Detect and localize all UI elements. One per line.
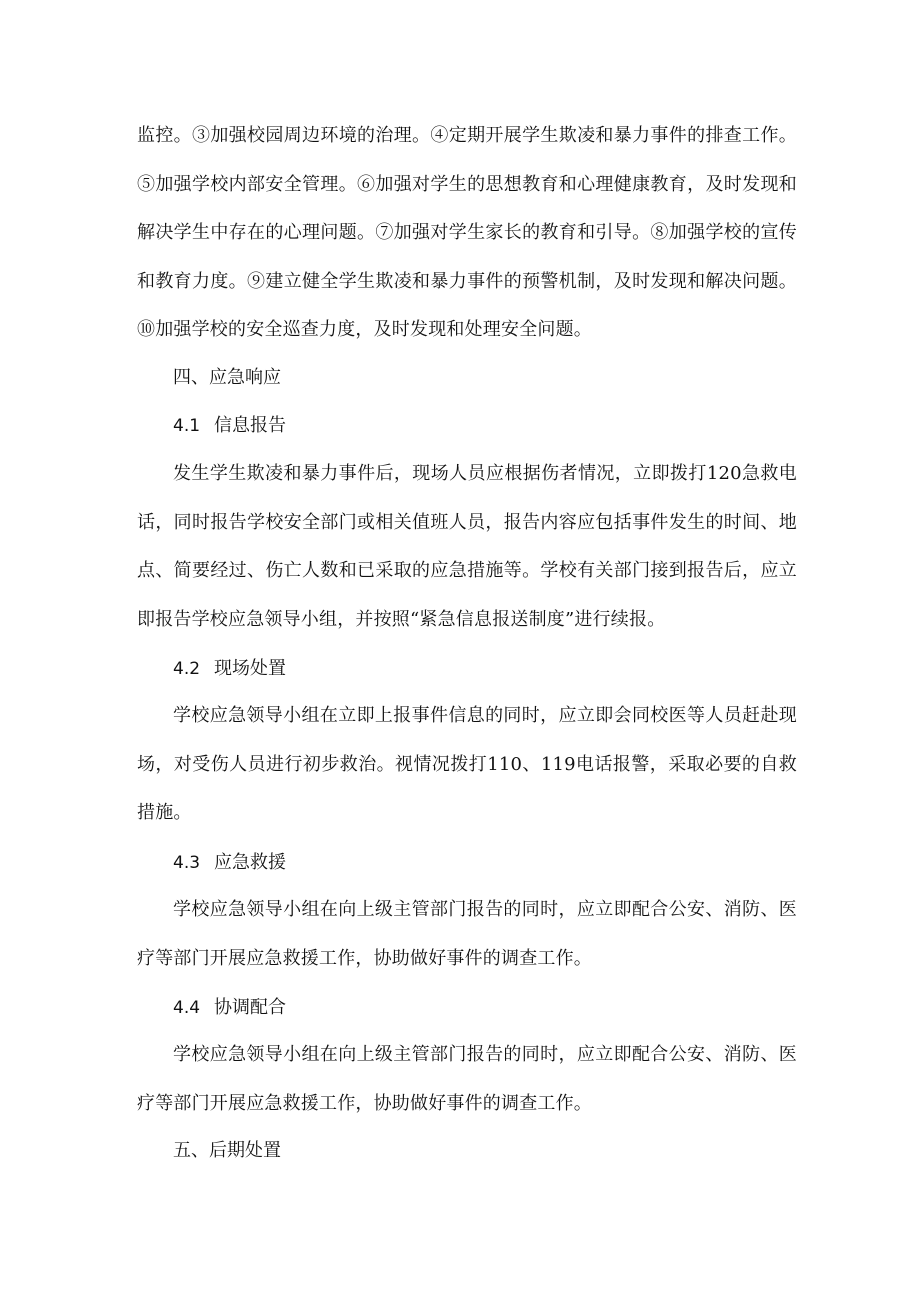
subsection-title: 协调配合 (214, 997, 287, 1018)
subsection-number: 4.4 (173, 998, 201, 1018)
paragraph-prevention-measures: 监控。③加强校园周边环境的治理。④定期开展学生欺凌和暴力事件的排查工作。⑤加强学校内部安全管理。⑥加强对学生的思想教育和心理健康教育，及时发现和解决学生中存在的心理问题。⑦加强对学生家长的教育和引导。⑧加强学校的宣传和教育力度。⑨建立健全学生欺凌和暴力事件的预警机制，及时发现和解决问题。⑩加强学校的安全巡查力度，及时发现和处理安全问题。 (137, 125, 797, 341)
paragraph-coordination: 学校应急领导小组在向上级主管部门报告的同时，应立即配合公安、消防、医疗等部门开展应急救援工作，协助做好事件的调查工作。 (137, 1044, 797, 1114)
section-heading-emergency-response: 四、应急响应 (173, 367, 281, 388)
subsection-number: 4.1 (173, 416, 201, 436)
section-heading-aftermath: 五、后期处置 (173, 1140, 281, 1161)
paragraph-emergency-rescue: 学校应急领导小组在向上级主管部门报告的同时，应立即配合公安、消防、医疗等部门开展应急救援工作，协助做好事件的调查工作。 (137, 899, 797, 969)
paragraph-on-site-handling: 学校应急领导小组在立即上报事件信息的同时，应立即会同校医等人员赶赴现场，对受伤人员进行初步救治。视情况拨打110、119电话报警，采取必要的自救措施。 (137, 705, 797, 824)
paragraph-information-report: 发生学生欺凌和暴力事件后，现场人员应根据伤者情况，立即拨打120急救电话，同时报告学校安全部门或相关值班人员，报告内容应包括事件发生的时间、地点、简要经过、伤亡人数和已采取的应急措施等。学校有关部门接到报告后，应立即报告学校应急领导小组，并按照“紧急信息报送制度”进行续报。 (137, 463, 797, 630)
subsection-heading-4-1 (173, 414, 286, 438)
subsection-title: 现场处置 (214, 658, 287, 679)
subsection-title: 应急救援 (214, 852, 287, 873)
subsection-heading-4-2 (173, 657, 286, 681)
subsection-number: 4.2 (173, 659, 201, 679)
subsection-title: 信息报告 (214, 415, 287, 436)
subsection-heading-4-3 (173, 851, 286, 875)
subsection-number: 4.3 (173, 853, 201, 873)
subsection-heading-4-4 (173, 996, 286, 1020)
